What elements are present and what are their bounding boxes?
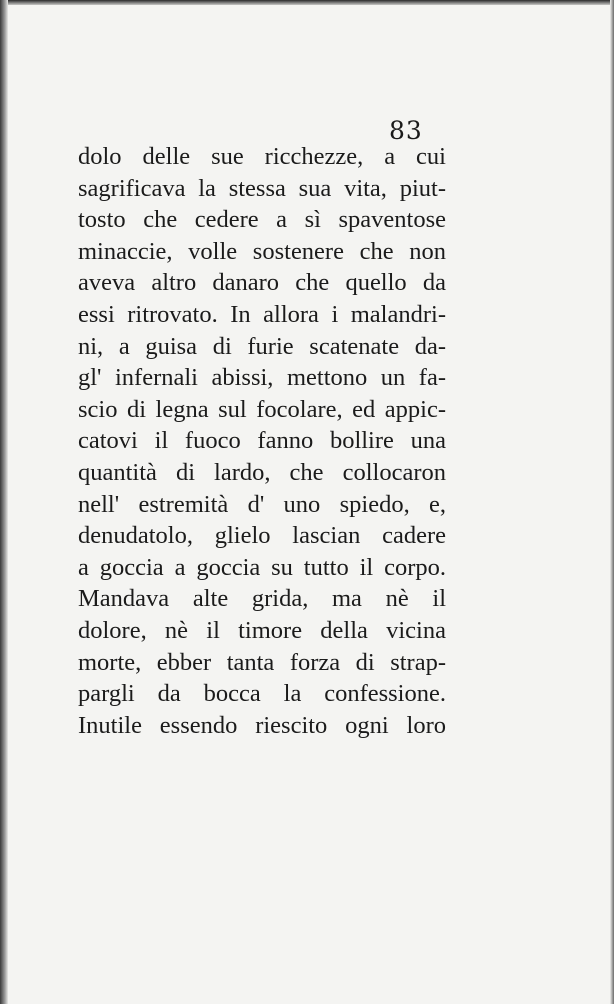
page-top-edge-shadow <box>0 0 614 5</box>
text-line-7: ni, a guisa di furie scatenate da- <box>78 332 446 360</box>
page-number: 83 <box>389 116 423 145</box>
text-line-19: Inutile essendo riescito ogni loro <box>78 711 446 739</box>
page-right-edge-shadow <box>610 0 614 1004</box>
text-line-18: pargli da bocca la confessione. <box>78 680 446 708</box>
text-line-8: gl' infernali abissi, mettono un fa- <box>78 364 446 392</box>
body-text <box>78 141 446 741</box>
page-left-edge-shadow <box>0 0 8 1004</box>
text-line-9: scio di legna sul focolare, ed appic- <box>78 395 446 423</box>
text-line-4: minaccie, volle sostenere che non <box>78 237 446 265</box>
text-line-3: tosto che cedere a sì spaventose <box>78 206 446 234</box>
text-line-11: quantità di lardo, che collocaron <box>78 458 446 486</box>
text-line-10: catovi il fuoco fanno bollire una <box>78 427 446 455</box>
text-line-6: essi ritrovato. In allora i malandri- <box>78 300 446 328</box>
text-line-1: dolo delle sue ricchezze, a cui <box>78 143 446 170</box>
text-line-16: dolore, nè il timore della vicina <box>78 616 446 644</box>
text-line-15: Mandava alte grida, ma nè il <box>78 585 446 613</box>
text-line-5: aveva altro danaro che quello da <box>78 269 446 297</box>
text-line-12: nell' estremità d' uno spiedo, e, <box>78 490 446 518</box>
text-line-17: morte, ebber tanta forza di strap- <box>78 648 446 676</box>
text-line-2: sagrificava la stessa sua vita, piut- <box>78 174 446 202</box>
text-line-13: denudatolo, glielo lascian cadere <box>78 522 446 550</box>
text-line-14: a goccia a goccia su tutto il corpo. <box>78 553 446 581</box>
